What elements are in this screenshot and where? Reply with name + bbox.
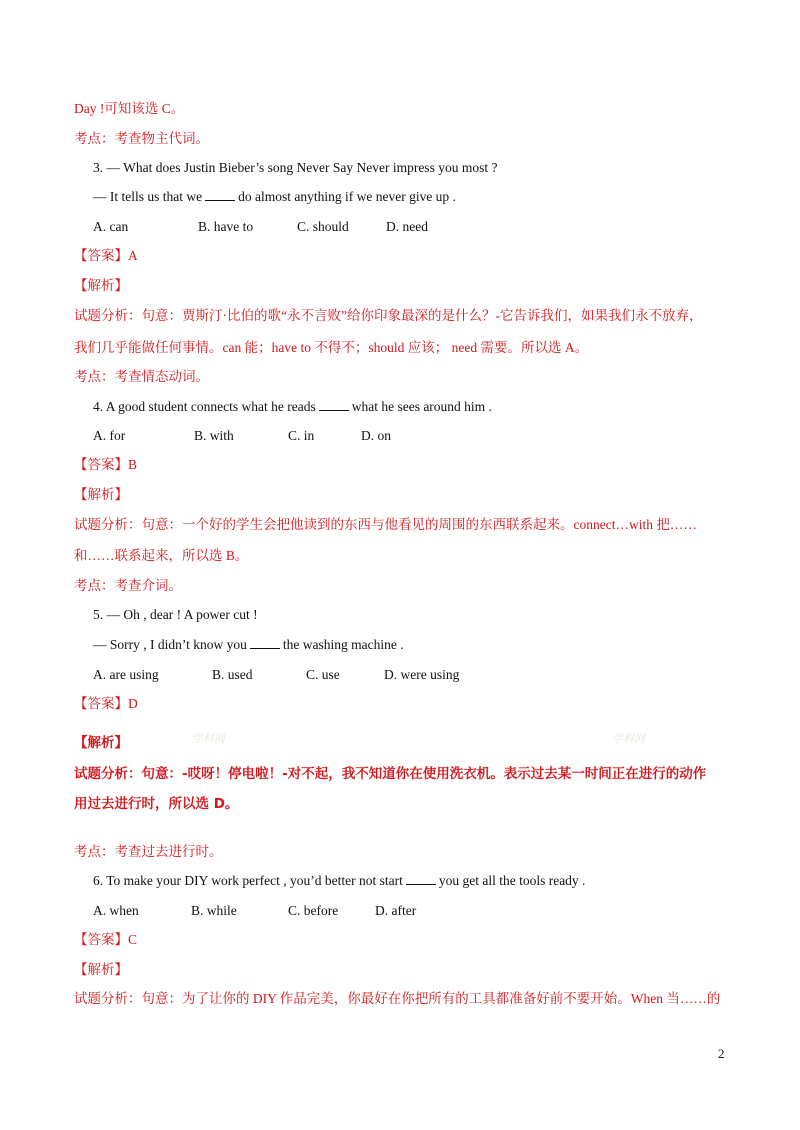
q4-option-d: D. on	[361, 428, 391, 443]
q5-option-c: C. use	[306, 667, 340, 682]
q3-option-a: A. can	[93, 219, 129, 234]
q3-pre: — It tells us that we	[93, 189, 203, 204]
q4-option-b: B. with	[194, 428, 234, 443]
watermark-mark: 学科网	[192, 732, 225, 745]
q6-option-c: C. before	[288, 903, 339, 918]
q3-option-d: D. need	[386, 219, 428, 234]
q6-option-d: D. after	[375, 903, 417, 918]
watermark-mark: 学科网	[612, 732, 645, 745]
question-5-answer-line	[93, 636, 404, 654]
q6-pre: 6. To make your DIY work perfect , you’d better not start	[93, 873, 403, 888]
kaodian-5: 考点：考查过去进行时。	[74, 844, 223, 859]
q3-option-c: C. should	[297, 219, 349, 234]
kaodian-4: 考点：考查介词。	[74, 578, 182, 593]
question-6	[93, 872, 585, 890]
q5-post: the washing machine .	[282, 637, 404, 652]
q4-option-c: C. in	[288, 428, 315, 443]
analysis-6a: 试题分析：句意：为了让你的 DIY 作品完美，你最好在你把所有的工具都准备好前不要开始。When 当……的	[74, 991, 721, 1006]
analysis-label-5: 【解析】	[74, 735, 128, 751]
analysis-3a: 试题分析：句意：贾斯汀·比伯的歌“永不言败”给你印象最深的是什么？-它告诉我们，如果我们永不放弃，	[74, 308, 703, 323]
line-day: Day !可知该选 C。	[74, 101, 185, 116]
q5-option-a: A. are using	[93, 667, 159, 682]
question-3: 3. — What does Justin Bieber’s song Never Say Never impress you most ?	[93, 160, 498, 175]
q4-pre: 4. A good student connects what he reads	[93, 399, 316, 414]
blank	[319, 398, 349, 411]
q3-option-b: B. have to	[198, 219, 254, 234]
q6-post: you get all the tools ready .	[438, 873, 586, 888]
q6-option-a: A. when	[93, 903, 139, 918]
q4-option-a: A. for	[93, 428, 126, 443]
answer-4: 【答案】B	[74, 457, 138, 472]
analysis-4a: 试题分析：句意：一个好的学生会把他读到的东西与他看见的周围的东西联系起来。connect…with 把……	[74, 517, 697, 532]
q5-option-d: D. were using	[384, 667, 460, 682]
analysis-4b: 和……联系起来，所以选 B。	[74, 548, 249, 563]
analysis-5a: 试题分析：句意：-哎呀！停电啦！-对不起，我不知道你在使用洗衣机。表示过去某一时间正在进行的动作	[74, 766, 707, 782]
analysis-label-3: 【解析】	[74, 278, 128, 293]
analysis-label-6: 【解析】	[74, 962, 128, 977]
question-5: 5. — Oh , dear ! A power cut !	[93, 607, 258, 622]
question-3-answer-line	[93, 188, 456, 206]
q3-post: do almost anything if we never give up .	[238, 189, 456, 204]
analysis-label-4: 【解析】	[74, 487, 128, 502]
question-4	[93, 398, 492, 416]
answer-3: 【答案】A	[74, 248, 138, 263]
answer-5: 【答案】D	[74, 696, 138, 711]
answer-6: 【答案】C	[74, 932, 138, 947]
analysis-3b: 我们几乎能做任何事情。can 能；have to 不得不；should 应该； need 需要。所以选 A。	[74, 340, 589, 355]
analysis-5b: 用过去进行时，所以选 D。	[74, 796, 239, 812]
q5-pre: — Sorry , I didn’t know you	[93, 637, 247, 652]
kaodian-3: 考点：考查情态动词。	[74, 369, 209, 384]
blank	[205, 188, 235, 201]
q5-option-b: B. used	[212, 667, 253, 682]
blank	[250, 636, 280, 649]
kaodian-2: 考点：考查物主代词。	[74, 131, 209, 146]
page-number: 2	[718, 1046, 725, 1061]
q4-post: what he sees around him .	[351, 399, 492, 414]
blank	[406, 872, 436, 885]
q6-option-b: B. while	[191, 903, 237, 918]
